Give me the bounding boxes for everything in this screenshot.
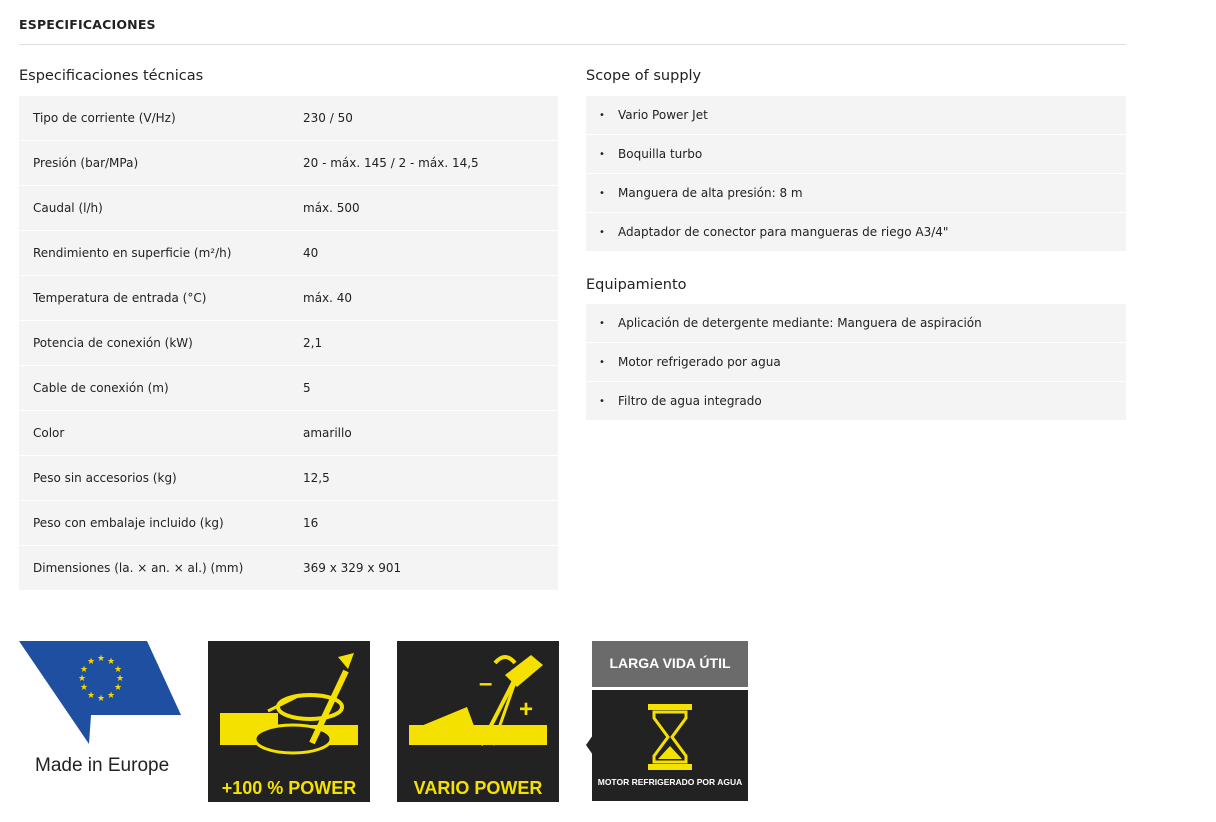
spec-row	[19, 96, 558, 141]
spec-value: 12,5	[303, 471, 330, 485]
scope-item-label: Boquilla turbo	[618, 147, 703, 161]
spec-label: Presión (bar/MPa)	[33, 156, 139, 170]
spec-label: Tipo de corriente (V/Hz)	[33, 111, 176, 125]
spec-value: 20 - máx. 145 / 2 - máx. 14,5	[303, 156, 479, 170]
scope-item	[586, 135, 1126, 174]
spec-label: Dimensiones (la. × an. × al.) (mm)	[33, 561, 244, 575]
svg-text:–: –	[479, 670, 493, 697]
svg-text:★: ★	[86, 691, 96, 701]
spec-value: máx. 40	[303, 291, 353, 305]
power-badge	[208, 641, 370, 802]
svg-text:★: ★	[79, 683, 89, 693]
power-nozzle-icon	[208, 641, 370, 771]
hourglass-icon	[640, 704, 700, 770]
svg-text:★: ★	[86, 657, 96, 667]
spec-row	[19, 546, 558, 591]
spec-value: 5	[303, 381, 311, 395]
spec-value: 40	[303, 246, 319, 260]
spec-label: Peso con embalaje incluido (kg)	[33, 516, 224, 530]
spec-row	[19, 456, 558, 501]
vario-power-icon	[397, 641, 559, 771]
svg-text:★: ★	[77, 674, 87, 684]
svg-text:★: ★	[113, 665, 123, 675]
spec-label: Potencia de conexión (kW)	[33, 336, 193, 350]
specs-title: Especificaciones técnicas	[19, 68, 204, 84]
spec-row	[19, 366, 558, 411]
spec-value: 2,1	[303, 336, 323, 350]
spec-label: Cable de conexión (m)	[33, 381, 169, 395]
scope-item	[586, 174, 1126, 213]
spec-label: Color	[33, 426, 65, 440]
bullet-icon: •	[599, 395, 605, 407]
vario-power-caption: VARIO POWER	[413, 778, 543, 798]
spec-value: 230 / 50	[303, 111, 353, 125]
spec-row	[19, 276, 558, 321]
equipment-item	[586, 343, 1126, 382]
equipment-item-label: Filtro de agua integrado	[618, 394, 762, 408]
equipment-title: Equipamiento	[586, 277, 687, 293]
svg-text:★: ★	[79, 665, 89, 675]
spec-row	[19, 186, 558, 231]
section-divider	[19, 44, 1126, 45]
svg-text:★: ★	[113, 683, 123, 693]
scope-item-label: Adaptador de conector para mangueras de riego A3/4"	[618, 225, 949, 239]
spec-label: Rendimiento en superficie (m²/h)	[33, 246, 232, 260]
scope-item-label: Vario Power Jet	[618, 108, 708, 122]
svg-text:★: ★	[115, 674, 125, 684]
equipment-item-label: Motor refrigerado por agua	[618, 355, 781, 369]
bullet-icon: •	[599, 148, 605, 160]
badge-pointer	[586, 735, 593, 755]
spec-value: 16	[303, 516, 319, 530]
long-life-caption: MOTOR REFRIGERADO POR AGUA	[597, 777, 743, 787]
long-life-header	[592, 641, 748, 687]
made-in-europe-badge	[19, 641, 181, 802]
bullet-icon: •	[599, 356, 605, 368]
made-in-europe-label: Made in Europe	[35, 755, 170, 776]
bullet-icon: •	[599, 317, 605, 329]
eu-flag-icon	[19, 641, 181, 745]
equipment-item-label: Aplicación de detergente mediante: Manguera de aspiración	[618, 316, 982, 330]
bullet-icon: •	[599, 187, 605, 199]
spec-row	[19, 501, 558, 546]
spec-label: Temperatura de entrada (°C)	[33, 291, 207, 305]
svg-text:★: ★	[106, 657, 116, 667]
spec-label: Peso sin accesorios (kg)	[33, 471, 177, 485]
svg-text:+: +	[519, 696, 534, 723]
equipment-item	[586, 304, 1126, 343]
power-caption: +100 % POWER	[221, 778, 357, 798]
long-life-badge	[586, 641, 748, 801]
scope-list	[586, 96, 1126, 252]
spec-row	[19, 231, 558, 276]
spec-value: máx. 500	[303, 201, 360, 215]
specs-table	[19, 96, 558, 591]
spec-value: 369 x 329 x 901	[303, 561, 402, 575]
long-life-header-label: LARGA VIDA ÚTIL	[609, 655, 731, 671]
section-heading: ESPECIFICACIONES	[19, 17, 156, 32]
scope-item	[586, 213, 1126, 252]
spec-value: amarillo	[303, 426, 352, 440]
vario-power-badge	[397, 641, 559, 802]
spec-row	[19, 141, 558, 186]
scope-title: Scope of supply	[586, 68, 702, 84]
svg-text:★: ★	[106, 691, 116, 701]
equipment-list	[586, 304, 1126, 421]
svg-text:★: ★	[96, 694, 106, 704]
spec-label: Caudal (l/h)	[33, 201, 103, 215]
spec-row	[19, 411, 558, 456]
scope-item-label: Manguera de alta presión: 8 m	[618, 186, 803, 200]
equipment-item	[586, 382, 1126, 421]
svg-text:★: ★	[96, 654, 106, 664]
long-life-body	[592, 690, 748, 801]
scope-item	[586, 96, 1126, 135]
bullet-icon: •	[599, 226, 605, 238]
bullet-icon: •	[599, 109, 605, 121]
spec-row	[19, 321, 558, 366]
